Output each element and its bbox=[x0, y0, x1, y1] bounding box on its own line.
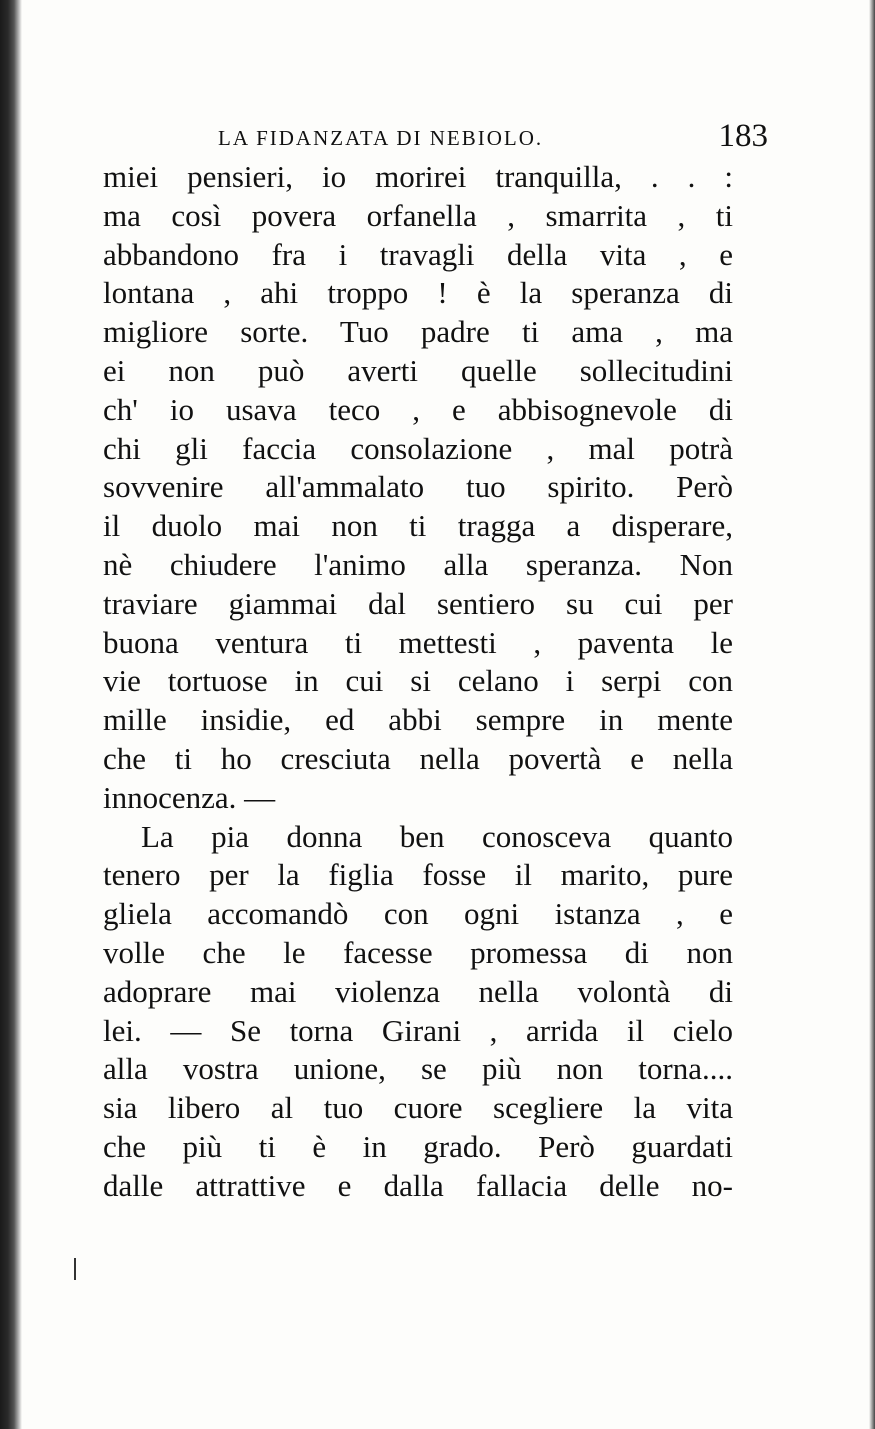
text-line: miei pensieri, io morirei tranquilla, . . : bbox=[103, 159, 733, 194]
text-line: La pia donna ben conosceva quanto bbox=[141, 818, 733, 854]
text-line: buona ventura ti mettesti , paventa le bbox=[103, 624, 733, 660]
text-line: vie tortuose in cui si celano i serpi con bbox=[103, 663, 733, 699]
text-line: alla vostra unione, se più non torna.... bbox=[103, 1051, 733, 1087]
body-text bbox=[103, 158, 733, 1206]
text-line: innocenza. — bbox=[103, 779, 276, 815]
text-line: chi gli faccia consolazione , mal potrà bbox=[103, 430, 733, 466]
text-line: lontana , ahi troppo ! è la speranza di bbox=[103, 275, 733, 311]
paragraph-2 bbox=[103, 818, 733, 1206]
page-header bbox=[218, 118, 768, 158]
text-line: lei. — Se torna Girani , arrida il cielo bbox=[103, 1012, 733, 1048]
text-line: che più ti è in grado. Però guardati bbox=[103, 1128, 733, 1164]
text-line: gliela accomandò con ogni istanza , e bbox=[103, 896, 733, 932]
text-line: il duolo mai non ti tragga a disperare, bbox=[103, 508, 733, 544]
text-line: ch' io usava teco , e abbisognevole di bbox=[103, 391, 733, 427]
text-line: migliore sorte. Tuo padre ti ama , ma bbox=[103, 314, 733, 350]
text-line: che ti ho cresciuta nella povertà e nella bbox=[103, 740, 733, 776]
running-title: LA FIDANZATA DI NEBIOLO. bbox=[218, 126, 544, 150]
text-line: ma così povera orfanella , smarrita , ti bbox=[103, 197, 733, 233]
text-line: traviare giammai dal sentiero su cui per bbox=[103, 585, 733, 621]
text-line: sovvenire all'ammalato tuo spirito. Però bbox=[103, 469, 733, 505]
text-line: dalle attrattive e dalla fallacia delle no- bbox=[103, 1167, 733, 1203]
text-line: nè chiudere l'animo alla speranza. Non bbox=[103, 546, 733, 582]
text-line: abbandono fra i travagli della vita , e bbox=[103, 236, 733, 272]
text-line: volle che le facesse promessa di non bbox=[103, 934, 733, 970]
text-line: ei non può averti quelle sollecitudini bbox=[103, 352, 733, 388]
scan-binding-shadow bbox=[0, 0, 22, 1429]
margin-mark bbox=[74, 1258, 76, 1280]
text-line: sia libero al tuo cuore scegliere la vita bbox=[103, 1090, 733, 1126]
text-line: tenero per la figlia fosse il marito, pure bbox=[103, 857, 733, 893]
paragraph-1 bbox=[103, 158, 733, 818]
text-line: mille insidie, ed abbi sempre in mente bbox=[103, 702, 733, 738]
text-line: adoprare mai violenza nella volontà di bbox=[103, 973, 733, 1009]
scan-right-edge bbox=[869, 0, 875, 1429]
page-number: 183 bbox=[718, 118, 768, 154]
